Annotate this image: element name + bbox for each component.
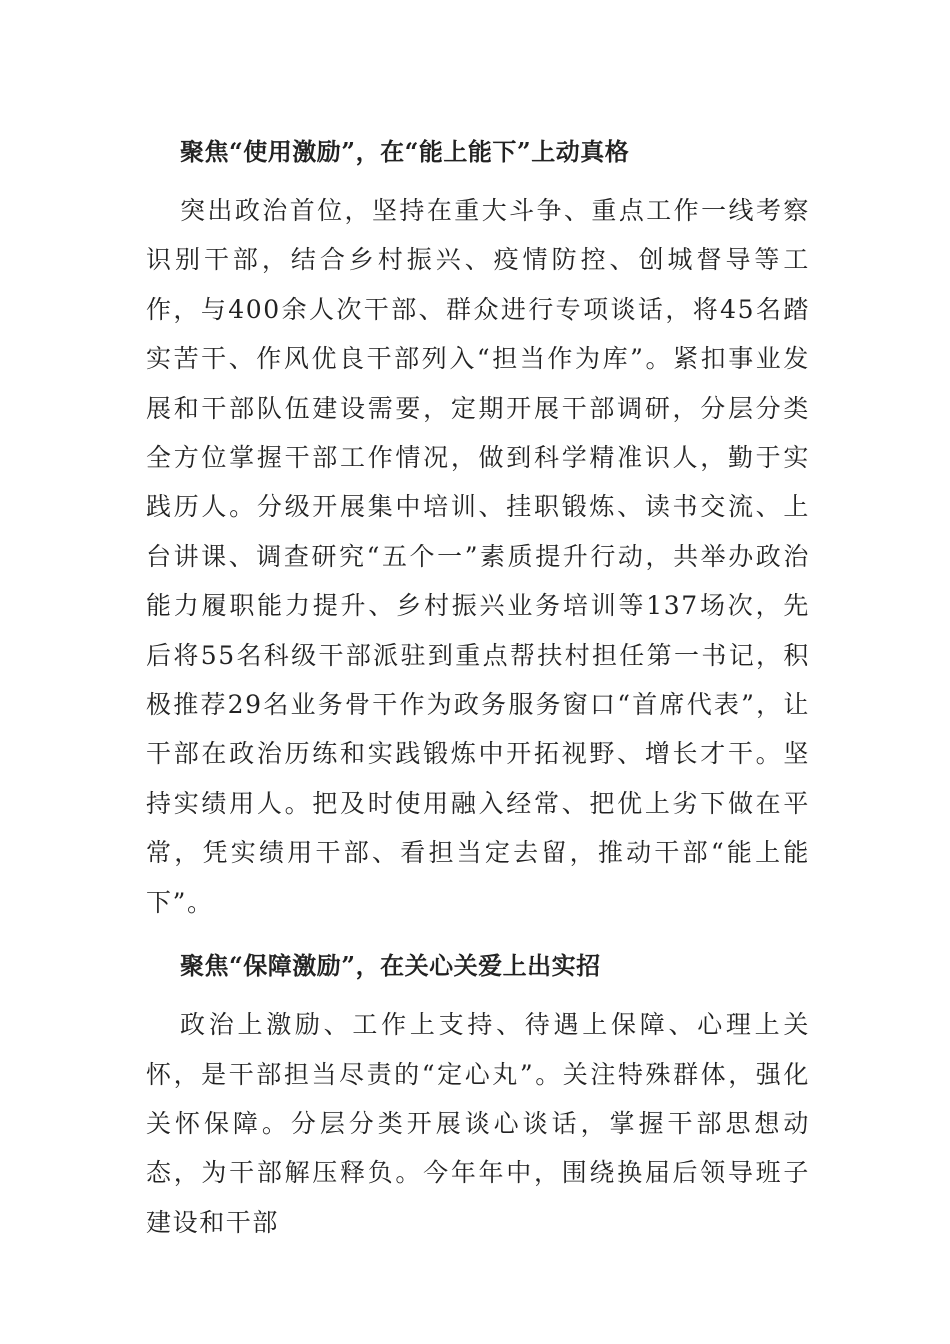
section-paragraph-usage-incentive: 突出政治首位，坚持在重大斗争、重点工作一线考察识别干部，结合乡村振兴、疫情防控、创城督导等工作，与400余人次干部、群众进行专项谈话，将45名踏实苦干、作风优良干部列入“担当作为库”。紧扣事业发展和干部队伍建设需要，定期开展干部调研，分层分类全方位掌握干部工作情况，做到科学精准识人，勤于实践历人。分级开展集中培训、挂职锻炼、读书交流、上台讲课、调查研究“五个一”素质提升行动，共举办政治能力履职能力提升、乡村振兴业务培训等137场次，先后将55名科级干部派驻到重点帮扶村担任第一书记，积极推荐29名业务骨干作为政务服务窗口“首席代表”，让干部在政治历练和实践锻炼中开拓视野、增长才干。坚持实绩用人。把及时使用融入经常、把优上劣下做在平常，凭实绩用干部、看担当定去留，推动干部“能上能下”。 (146, 196, 810, 917)
section-paragraph-support-incentive: 政治上激励、工作上支持、待遇上保障、心理上关怀，是干部担当尽责的“定心丸”。关注特殊群体，强化关怀保障。分层分类开展谈心谈话，掌握干部思想动态，为干部解压释负。今年年中，围绕换届后领导班子建设和干部 (146, 1010, 810, 1237)
document-body (146, 128, 810, 1247)
section-heading-support-incentive: 聚焦“保障激励”，在关心关爱上出实招 (180, 951, 601, 981)
section-heading-usage-incentive: 聚焦“使用激励”，在“能上能下”上动真格 (180, 137, 630, 166)
